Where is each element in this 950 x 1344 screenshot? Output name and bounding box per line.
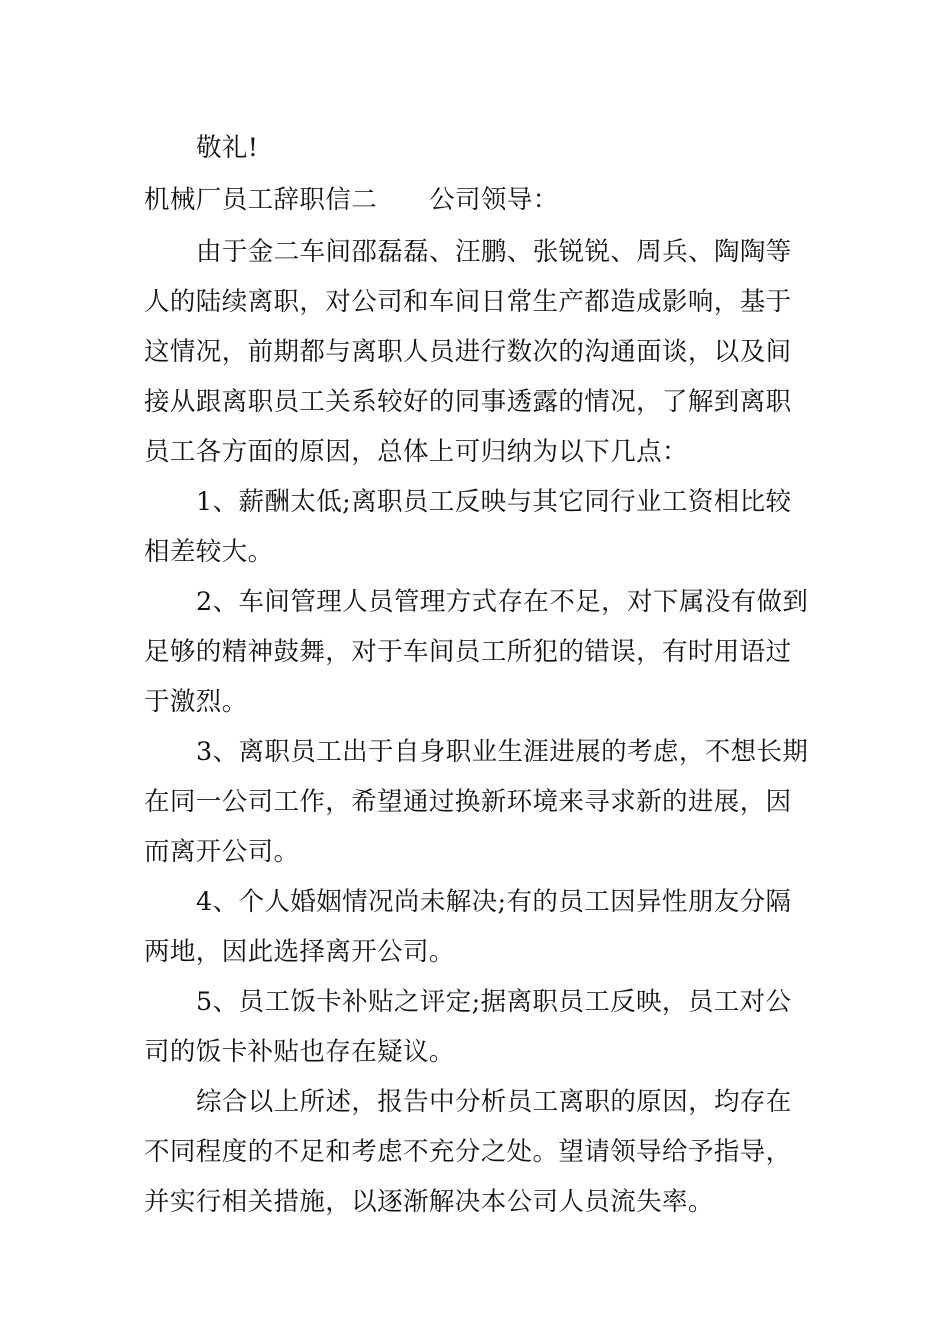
conclusion-line: 综合以上所述，报告中分析员工离职的原因，均存在 (196, 1087, 792, 1117)
reason-item-3-line: 在同一公司工作，希望通过换新环境来寻求新的进展，因 (144, 787, 792, 817)
conclusion-line: 并实行相关措施，以逐渐解决本公司人员流失率。 (144, 1187, 714, 1217)
reason-item-4-line: 两地，因此选择离开公司。 (144, 937, 455, 967)
letter-title: 机械厂员工辞职信二 (144, 185, 378, 215)
paragraph-intro-line: 接从跟离职员工关系较好的同事透露的情况，了解到离职 (144, 387, 792, 417)
paragraph-intro-line: 由于金二车间邵磊磊、汪鹏、张锐锐、周兵、陶陶等 (196, 237, 792, 267)
reason-item-4-line: 4、个人婚姻情况尚未解决;有的员工因异性朋友分隔 (196, 887, 792, 917)
paragraph-intro-line: 这情况，前期都与离职人员进行数次的沟通面谈，以及间 (144, 337, 792, 367)
reason-item-2-line: 足够的精神鼓舞，对于车间员工所犯的错误，有时用语过 (144, 637, 792, 667)
reason-item-2-line: 于激烈。 (144, 687, 248, 717)
paragraph-intro-line: 员工各方面的原因，总体上可归纳为以下几点： (144, 437, 688, 467)
reason-item-2-line: 2、车间管理人员管理方式存在不足，对下属没有做到 (196, 587, 809, 617)
conclusion-line: 不同程度的不足和考虑不充分之处。望请领导给予指导， (144, 1137, 792, 1167)
reason-item-1-line: 相差较大。 (144, 537, 274, 567)
reason-item-5-line: 5、员工饭卡补贴之评定;据离职员工反映，员工对公 (196, 987, 792, 1017)
reason-item-3-line: 3、离职员工出于自身职业生涯进展的考虑，不想长期 (196, 737, 809, 767)
reason-item-3-line: 而离开公司。 (144, 837, 300, 867)
addressee: 公司领导： (429, 185, 559, 215)
reason-item-1-line: 1、薪酬太低;离职员工反映与其它同行业工资相比较 (196, 487, 792, 517)
closing-salutation: 敬礼! (196, 133, 259, 163)
letter-heading (144, 185, 814, 215)
reason-item-5-line: 司的饭卡补贴也存在疑议。 (144, 1037, 455, 1067)
paragraph-intro-line: 人的陆续离职，对公司和车间日常生产都造成影响，基于 (144, 287, 792, 317)
